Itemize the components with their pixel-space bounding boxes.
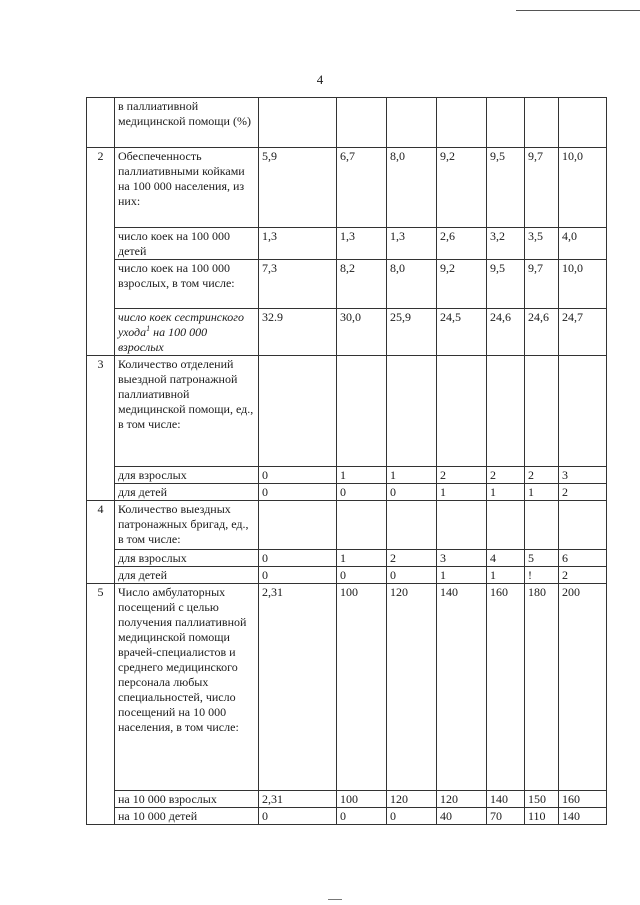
page-number: 4	[316, 72, 324, 87]
value-cell: 1	[437, 567, 487, 584]
value-cell	[337, 501, 387, 550]
value-cell: 110	[525, 808, 559, 825]
value-cell: 0	[337, 567, 387, 584]
value-cell: 9,5	[487, 148, 525, 228]
value-cell: 2,31	[259, 584, 337, 791]
indicators-table	[86, 97, 607, 825]
value-cell: 1	[487, 567, 525, 584]
value-cell: 2	[559, 567, 607, 584]
value-cell	[525, 501, 559, 550]
row-label: для детей	[115, 484, 259, 501]
table-row	[87, 791, 607, 808]
value-cell: 150	[525, 791, 559, 808]
table-row	[87, 228, 607, 260]
value-cell: 2,6	[437, 228, 487, 260]
value-cell: 40	[437, 808, 487, 825]
row-label-text: число коек сестринского ухода	[118, 310, 244, 339]
value-cell: 24,7	[559, 309, 607, 356]
table-row	[87, 309, 607, 356]
value-cell: 24,6	[487, 309, 525, 356]
value-cell	[487, 501, 525, 550]
value-cell	[559, 98, 607, 148]
value-cell: 24,5	[437, 309, 487, 356]
value-cell: 140	[559, 808, 607, 825]
value-cell: 3	[559, 467, 607, 484]
value-cell: 0	[337, 484, 387, 501]
top-rule	[516, 10, 640, 11]
value-cell: 7,3	[259, 260, 337, 309]
value-cell: 120	[387, 791, 437, 808]
value-cell: 200	[559, 584, 607, 791]
value-cell	[259, 98, 337, 148]
value-cell: 0	[259, 484, 337, 501]
value-cell: 120	[437, 791, 487, 808]
table-row	[87, 484, 607, 501]
table-row	[87, 467, 607, 484]
value-cell	[559, 501, 607, 550]
value-cell: 2	[525, 467, 559, 484]
value-cell	[259, 356, 337, 467]
value-cell: 3	[437, 550, 487, 567]
value-cell: 1	[437, 484, 487, 501]
value-cell	[437, 356, 487, 467]
row-number: 3	[87, 356, 115, 501]
value-cell: 1,3	[259, 228, 337, 260]
value-cell: 0	[259, 567, 337, 584]
value-cell: 2	[487, 467, 525, 484]
row-label: на 10 000 взрослых	[115, 791, 259, 808]
value-cell: 70	[487, 808, 525, 825]
row-number	[87, 98, 115, 148]
value-cell	[387, 501, 437, 550]
table-row	[87, 567, 607, 584]
value-cell	[525, 98, 559, 148]
table-row	[87, 584, 607, 791]
value-cell: 32.9	[259, 309, 337, 356]
table-row	[87, 98, 607, 148]
row-label: число коек на 100 000 детей	[115, 228, 259, 260]
table-row	[87, 356, 607, 467]
value-cell: 10,0	[559, 148, 607, 228]
value-cell: 160	[487, 584, 525, 791]
value-cell: 2	[437, 467, 487, 484]
row-label: на 10 000 детей	[115, 808, 259, 825]
row-label: для взрослых	[115, 550, 259, 567]
row-label: Количество выездных патронажных бригад, ед., в том числе:	[115, 501, 259, 550]
value-cell: 9,2	[437, 148, 487, 228]
value-cell: 6	[559, 550, 607, 567]
row-label: Число амбулаторных посещений с целью получения паллиативной медицинской помощи врачей-специалистов и среднего медицинского персонала любых специальностей, число посещений на 10 000 населения, в том числе:	[115, 584, 259, 791]
value-cell: 9,5	[487, 260, 525, 309]
value-cell: 3,5	[525, 228, 559, 260]
row-label-text-tail: на 100 000 взрослых	[118, 325, 208, 354]
table-row	[87, 148, 607, 228]
row-number: 5	[87, 584, 115, 825]
value-cell: 5	[525, 550, 559, 567]
value-cell	[559, 356, 607, 467]
value-cell: 0	[259, 467, 337, 484]
value-cell: 100	[337, 791, 387, 808]
value-cell	[437, 501, 487, 550]
table-row	[87, 501, 607, 550]
value-cell: 140	[437, 584, 487, 791]
footnote-marker: 1	[146, 324, 151, 333]
value-cell: 0	[387, 567, 437, 584]
value-cell	[487, 356, 525, 467]
value-cell: 0	[387, 484, 437, 501]
value-cell: 140	[487, 791, 525, 808]
row-number: 4	[87, 501, 115, 584]
table-row	[87, 550, 607, 567]
value-cell: 3,2	[487, 228, 525, 260]
value-cell: 2	[387, 550, 437, 567]
value-cell: 10,0	[559, 260, 607, 309]
value-cell: 1,3	[337, 228, 387, 260]
row-label: число коек на 100 000 взрослых, в том числе:	[115, 260, 259, 309]
value-cell: 2,31	[259, 791, 337, 808]
value-cell: 1	[525, 484, 559, 501]
footer-mark	[328, 899, 342, 900]
table-row	[87, 808, 607, 825]
value-cell: 1	[337, 467, 387, 484]
value-cell: 25,9	[387, 309, 437, 356]
value-cell: 180	[525, 584, 559, 791]
value-cell: 8,0	[387, 260, 437, 309]
value-cell	[387, 98, 437, 148]
value-cell: 120	[387, 584, 437, 791]
value-cell: 2	[559, 484, 607, 501]
value-cell: 9,2	[437, 260, 487, 309]
value-cell: 0	[259, 550, 337, 567]
table-row	[87, 260, 607, 309]
row-label: для взрослых	[115, 467, 259, 484]
value-cell: 24,6	[525, 309, 559, 356]
value-cell: 1,3	[387, 228, 437, 260]
value-cell: 160	[559, 791, 607, 808]
value-cell: 0	[337, 808, 387, 825]
value-cell: 1	[337, 550, 387, 567]
row-label: Количество отделений выездной патронажной паллиативной медицинской помощи, ед., в том числе:	[115, 356, 259, 467]
value-cell	[387, 356, 437, 467]
value-cell	[259, 501, 337, 550]
value-cell: 9,7	[525, 260, 559, 309]
row-label	[115, 309, 259, 356]
row-label: для детей	[115, 567, 259, 584]
value-cell	[525, 356, 559, 467]
value-cell: 5,9	[259, 148, 337, 228]
value-cell: 100	[337, 584, 387, 791]
value-cell: 0	[259, 808, 337, 825]
value-cell	[337, 356, 387, 467]
row-label: Обеспеченность паллиативными койками на 100 000 населения, из них:	[115, 148, 259, 228]
value-cell: 1	[387, 467, 437, 484]
value-cell: 8,2	[337, 260, 387, 309]
value-cell: 9,7	[525, 148, 559, 228]
value-cell: 4	[487, 550, 525, 567]
row-label: в паллиативной медицинской помощи (%)	[115, 98, 259, 148]
value-cell: !	[525, 567, 559, 584]
value-cell: 30,0	[337, 309, 387, 356]
value-cell	[437, 98, 487, 148]
value-cell: 8,0	[387, 148, 437, 228]
value-cell	[487, 98, 525, 148]
value-cell: 4,0	[559, 228, 607, 260]
value-cell	[337, 98, 387, 148]
value-cell: 1	[487, 484, 525, 501]
row-number: 2	[87, 148, 115, 356]
value-cell: 6,7	[337, 148, 387, 228]
value-cell: 0	[387, 808, 437, 825]
